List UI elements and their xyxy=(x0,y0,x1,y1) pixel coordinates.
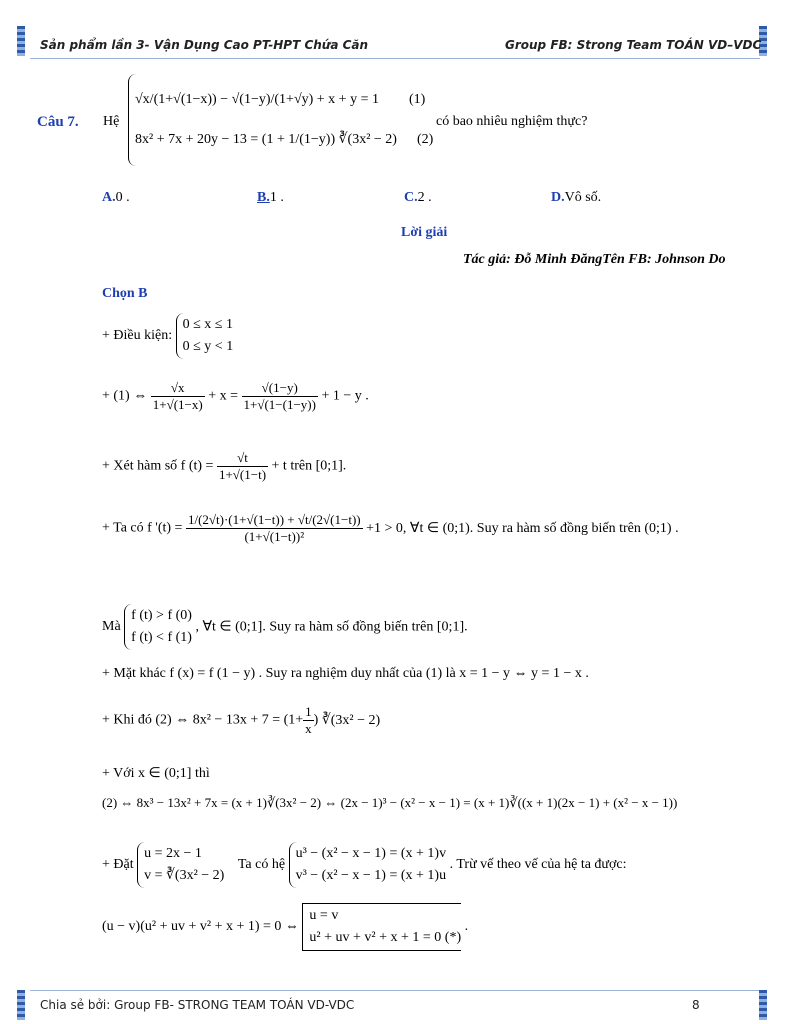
condition-y: 0 ≤ y < 1 xyxy=(182,339,234,354)
step-2: + Xét hàm số f (t) = $\frac{√t}{1+√(1-t)}$ + t trên [0;1]. xyxy=(102,450,347,482)
step-9: + Đặt u = 2x − 1 v = ∛(3x² − 2) Ta có hệ u³ − (x² − x − 1) = (x + 1)v v³ − (x² − x − 1) = (x + 1)u . Trừ vế theo vế của hệ ta được: xyxy=(102,842,627,888)
equation-1: √x/(1+√(1−x)) − √(1−y)/(1+√y) + x + y = 1 xyxy=(135,92,379,107)
equation-2: 8x² + 7x + 20y − 13 = (1 + 1/(1−y)) ∛(3x² − 2) xyxy=(135,132,397,147)
step-10: (u − v)(u² + uv + v² + x + 1) = 0 ⇔ u = v u² + uv + v² + x + 1 = 0 (*) . xyxy=(102,903,468,951)
footer-left-ornament xyxy=(17,990,25,1020)
condition-line: + Điều kiện: 0 ≤ x ≤ 1 0 ≤ y < 1 xyxy=(102,313,233,359)
question-he: Hệ xyxy=(103,114,120,129)
equation-1-tag: (1) xyxy=(408,92,426,107)
step-5: + Mặt khác f (x) = f (1 − y) . Suy ra nghiệm duy nhất của (1) là x = 1 − y ⇔ y = 1 − x . xyxy=(102,666,589,681)
option-b: B.1 . xyxy=(257,190,284,205)
option-c: C.2 . xyxy=(404,190,432,205)
solution-author: Tác giả: Đỗ Minh ĐăngTên FB: Johnson Do xyxy=(463,252,726,267)
step-3: + Ta có f '(t) = $\frac{1/(2√t)\cdot(1+√(1-t)) + √t/(2√(1-t))}{\text{(1+√(1−t))²}}$ +1 > 0, ∀t ∈ (0;1). Suy ra hàm số đồng biến trên (0;1) . xyxy=(102,512,679,544)
header-right-text: Group FB: Strong Team TOÁN VD–VDC xyxy=(505,38,762,52)
option-a: A.0 . xyxy=(102,190,130,205)
footer-right-ornament xyxy=(759,990,767,1020)
header-left-ornament xyxy=(17,26,25,56)
condition-x: 0 ≤ x ≤ 1 xyxy=(182,317,233,332)
solution-title: Lời giải xyxy=(401,225,448,240)
step-6: + Khi đó (2) ⇔ 8x² − 13x + 7 = (1+ $\frac{1}{x}$ ) ∛(3x² − 2) xyxy=(102,704,381,736)
step-7: + Với x ∈ (0;1] thì xyxy=(102,766,210,781)
solution-choice: Chọn B xyxy=(102,286,148,301)
question-system xyxy=(128,74,433,166)
header-left-text: Sản phẩm lần 3- Vận Dụng Cao PT-HPT Chứa Căn xyxy=(40,38,369,52)
header-rule xyxy=(30,58,760,59)
page-number: 8 xyxy=(692,998,700,1012)
step-4: Mà f (t) > f (0) f (t) < f (1) , ∀t ∈ (0;1]. Suy ra hàm số đồng biến trên [0;1]. xyxy=(102,604,468,650)
footer-rule xyxy=(30,990,760,991)
option-d: D.Vô số. xyxy=(551,190,602,205)
footer-text: Chia sẻ bởi: Group FB- STRONG TEAM TOÁN VD-VDC xyxy=(40,998,355,1012)
question-label: Câu 7. xyxy=(37,114,79,130)
step-8: (2) ⇔ 8x³ − 13x² + 7x = (x + 1)∛(3x² − 2) ⇔ (2x − 1)³ − (x² − x − 1) = (x + 1)∛((x + 1)(2x − 1) + (x² − x − 1)) xyxy=(102,795,678,810)
equation-2-tag: (2) xyxy=(416,132,434,147)
question-ask: có bao nhiêu nghiệm thực? xyxy=(436,114,588,129)
step-1: + (1) ⇔ $\frac{√x}{1+√(1-x)}$ + x = $\frac{√(1-y)}{1+√(1-(1-y))}$ + 1 − y . xyxy=(102,380,369,412)
